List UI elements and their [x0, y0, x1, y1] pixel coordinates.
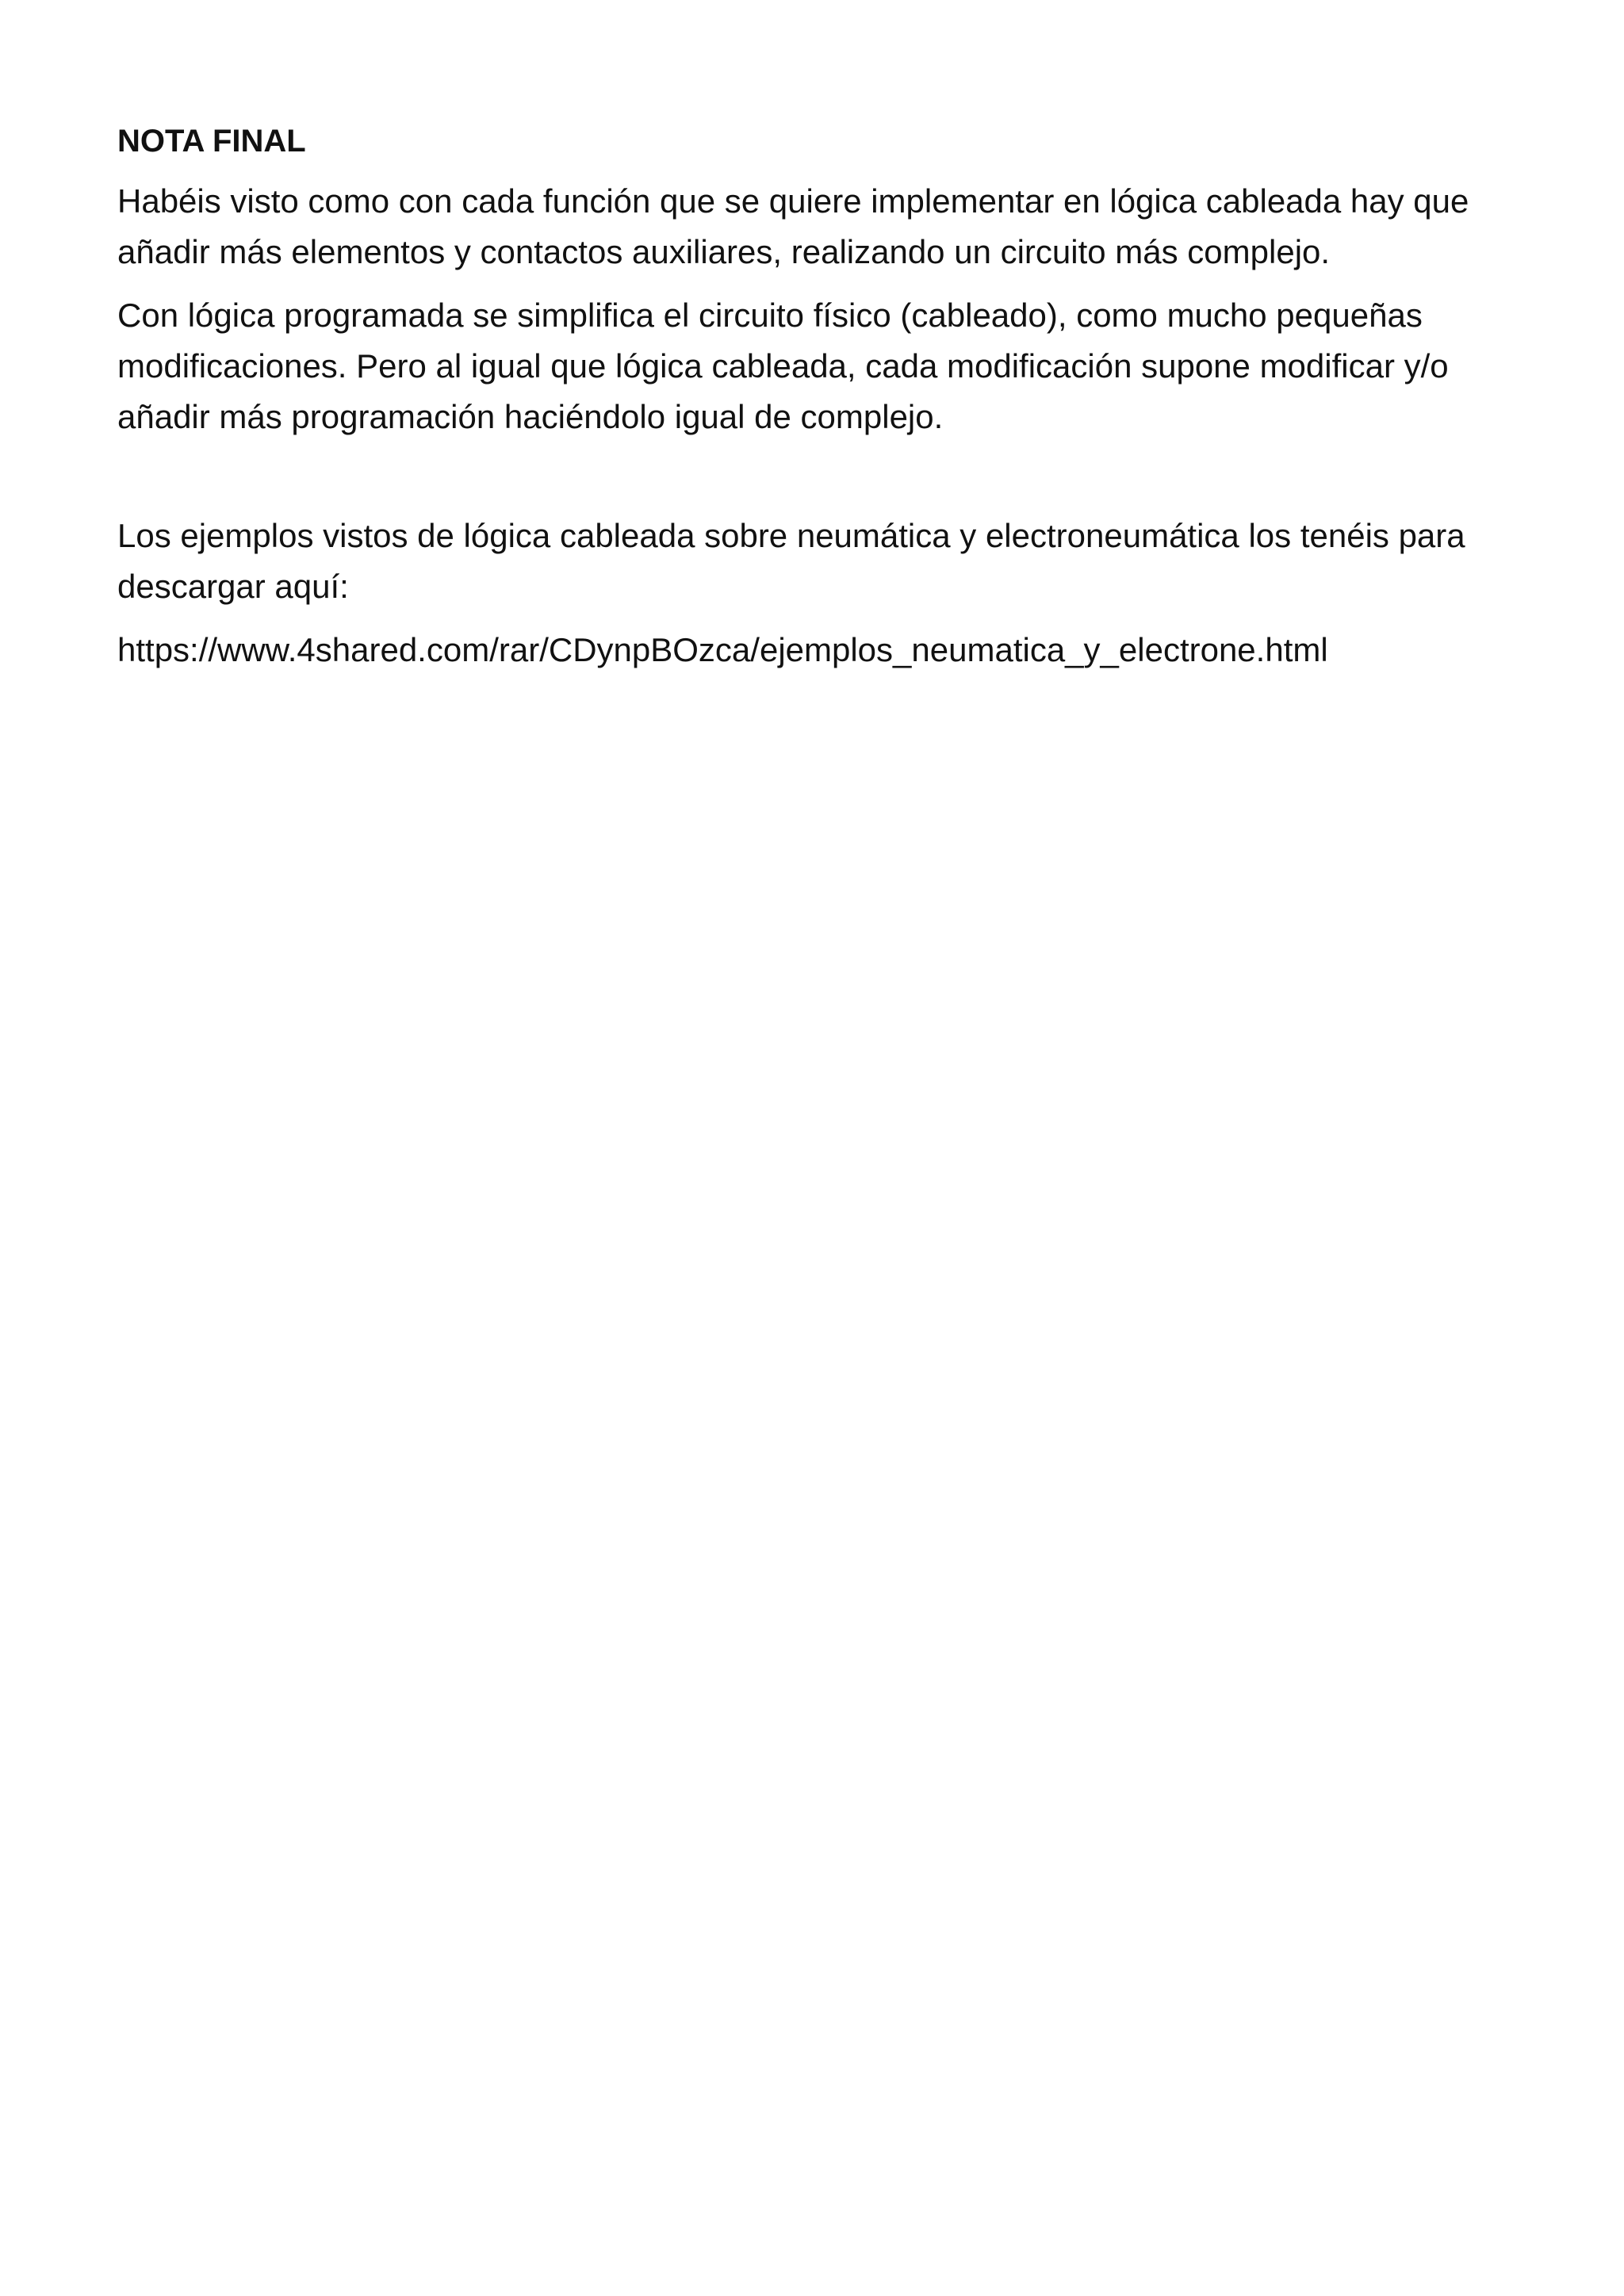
blank-line [117, 455, 1537, 511]
section-heading: NOTA FINAL [117, 124, 306, 159]
document-body [117, 117, 1537, 675]
paragraph-programmed-logic: Con lógica programada se simplifica el circuito físico (cableado), como mucho pequeñas modificaciones. Pero al igual que lógica cableada, cada modificación supone modificar y/o añadir más programación haciéndolo igual de complejo. [117, 297, 1449, 435]
download-link[interactable]: https://www.4shared.com/rar/CDynpBOzca/ejemplos_neumatica_y_electrone.html [117, 631, 1328, 668]
paragraph-download-note: Los ejemplos vistos de lógica cableada sobre neumática y electroneumática los tenéis para descargar aquí: [117, 517, 1465, 605]
paragraph-wired-logic: Habéis visto como con cada función que se quiere implementar en lógica cableada hay que añadir más elementos y contactos auxiliares, realizando un circuito más complejo. [117, 182, 1469, 270]
